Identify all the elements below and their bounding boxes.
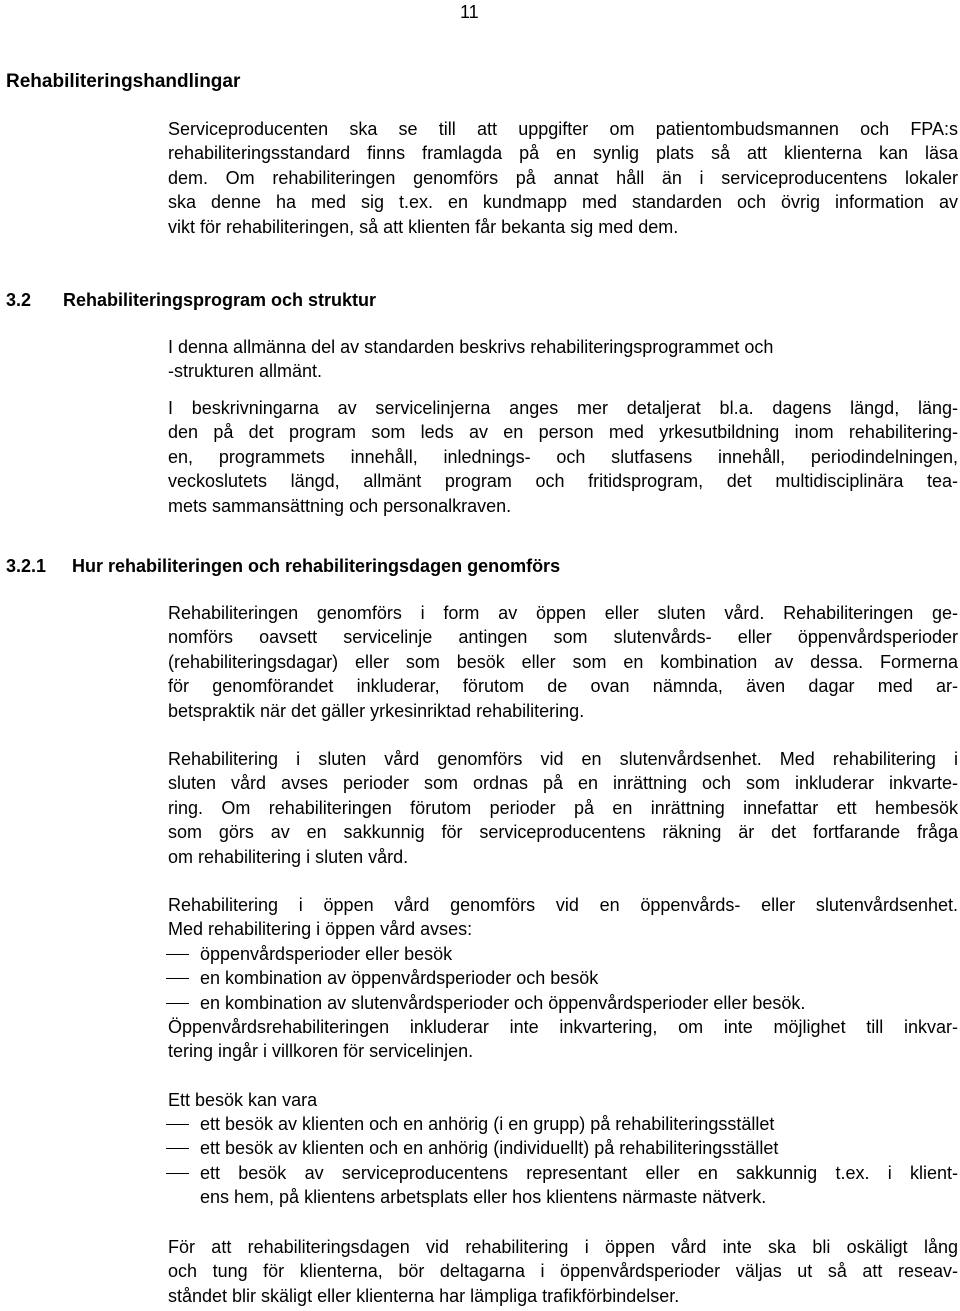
text-line: tering ingår i villkoren för servicelinjen. (168, 1041, 474, 1062)
text-line: veckoslutets längd, allmänt program och fritidsprogram, det multidisciplinära tea- (168, 471, 958, 492)
text-line: ståndet blir skäligt eller klienterna har lämpliga trafikförbindelser. (168, 1285, 680, 1306)
text-line: Serviceproducenten ska se till att uppgifter om patientombudsmannen och FPA:s (168, 119, 958, 139)
text-line: och tung för klienterna, bör deltagarna i öppenvårdsperioder väljas ut så att reseav- (168, 1261, 958, 1282)
list-item-text: öppenvårdsperioder eller besök (200, 944, 453, 964)
text-line: sluten vård avses perioder som ordnas på en inrättning och som inkluderar inkvarte- (168, 773, 958, 794)
page-number: 11 (460, 2, 479, 22)
list-item (168, 942, 958, 966)
visit-types-list (168, 1112, 958, 1210)
list-item (168, 1112, 958, 1136)
list-item (168, 1136, 958, 1160)
intro-paragraph (168, 117, 958, 239)
section-3-2-1-paragraph-3 (168, 893, 958, 942)
list-item-text: ett besök av klienten och en anhörig (individuellt) på rehabiliteringsstället (200, 1138, 779, 1159)
text-line: Rehabilitering i öppen vård genomförs vid en öppenvårds- eller slutenvårdsenhet. (168, 895, 958, 915)
section-heading-3-2 (6, 288, 376, 312)
list-item (168, 991, 958, 1015)
section-heading-3-2-1 (6, 554, 560, 578)
heading-rehabiliteringshandlingar: Rehabiliteringshandlingar (6, 71, 241, 92)
text-line: dem. Om rehabiliteringen genomförs på annat håll än i serviceproducentens lokaler (168, 167, 958, 188)
dash-bullet (166, 1148, 189, 1149)
list-item (168, 966, 958, 990)
text-line: betspraktik när det gäller yrkesinriktad rehabilitering. (168, 700, 585, 721)
text-line: för genomförandet inkluderar, förutom de ovan nämnda, även dagar med ar- (168, 676, 958, 697)
section-3-2-1-paragraph-1 (168, 601, 958, 723)
list-item (168, 1161, 958, 1210)
list-item-text: ett besök av klienten och en anhörig (i en grupp) på rehabiliteringsstället (200, 1114, 775, 1134)
text-line: den på det program som leds av en person med yrkesutbildning inom rehabilitering- (168, 422, 958, 443)
text-line: Ett besök kan vara (168, 1090, 318, 1110)
text-line: rehabiliteringsstandard finns framlagda på en synlig plats så att klienterna kan läsa (168, 143, 958, 164)
text-line: nomförs oavsett servicelinje antingen som slutenvårds- eller öppenvårdsperioder (168, 627, 958, 648)
text-line: Rehabilitering i sluten vård genomförs vid en slutenvårdsenhet. Med rehabilitering i (168, 749, 958, 769)
section-3-2-paragraph-1 (168, 335, 958, 384)
section-title: Rehabiliteringsprogram och struktur (63, 290, 377, 310)
text-line: Med rehabilitering i öppen vård avses: (168, 919, 473, 940)
text-line: ring. Om rehabiliteringen förutom perioder på en inrättning innefattar ett hembesök (168, 797, 958, 818)
dash-bullet (166, 954, 189, 955)
section-3-2-1-paragraph-6 (168, 1235, 958, 1308)
section-number: 3.2 (6, 290, 32, 310)
text-line: I beskrivningarna av servicelinjerna anges mer detaljerat bl.a. dagens längd, läng- (168, 398, 958, 418)
text-line: Rehabiliteringen genomförs i form av öppen eller sluten vård. Rehabiliteringen ge- (168, 603, 958, 623)
text-line: mets sammansättning och personalkraven. (168, 495, 512, 516)
text-line: vikt för rehabiliteringen, så att klienten får bekanta sig med dem. (168, 216, 679, 237)
text-line: -strukturen allmänt. (168, 361, 323, 382)
section-3-2-1-paragraph-5 (168, 1088, 958, 1112)
section-3-2-1-paragraph-4 (168, 1015, 958, 1064)
open-care-list (168, 942, 958, 1015)
section-3-2-1-paragraph-2 (168, 747, 958, 869)
list-item-text: en kombination av slutenvårdsperioder och öppenvårdsperioder eller besök. (200, 992, 806, 1013)
text-line: (rehabiliteringsdagar) eller som besök eller som en kombination av dessa. Formerna (168, 651, 958, 672)
section-number: 3.2.1 (6, 556, 47, 576)
dash-bullet (166, 1003, 189, 1004)
list-item-text: en kombination av öppenvårdsperioder och besök (200, 968, 599, 989)
dash-bullet (166, 1124, 189, 1125)
text-line: som görs av en sakkunnig för serviceproducentens räkning är det fortfarande fråga (168, 822, 958, 843)
section-title: Hur rehabiliteringen och rehabiliteringsdagen genomförs (72, 556, 561, 576)
dash-bullet (166, 1173, 189, 1174)
dash-bullet (166, 978, 189, 979)
text-line: I denna allmänna del av standarden beskrivs rehabiliteringsprogrammet och (168, 337, 774, 357)
list-item-text: ens hem, på klientens arbetsplats eller hos klientens närmaste nätverk. (200, 1187, 767, 1208)
text-line: För att rehabiliteringsdagen vid rehabilitering i öppen vård inte ska bli oskäligt lång (168, 1237, 958, 1257)
list-item-text: ett besök av serviceproducentens representant eller en sakkunnig t.ex. i klient- (200, 1162, 958, 1183)
text-line: ska denne ha med sig t.ex. en kundmapp med standarden och övrig information av (168, 192, 958, 213)
text-line: Öppenvårdsrehabiliteringen inkluderar inte inkvartering, om inte möjlighet till inkvar- (168, 1017, 958, 1037)
text-line: en, programmets innehåll, inlednings- och slutfasens innehåll, periodindelningen, (168, 446, 958, 467)
section-3-2-paragraph-2 (168, 396, 958, 518)
text-line: om rehabilitering i sluten vård. (168, 846, 409, 867)
